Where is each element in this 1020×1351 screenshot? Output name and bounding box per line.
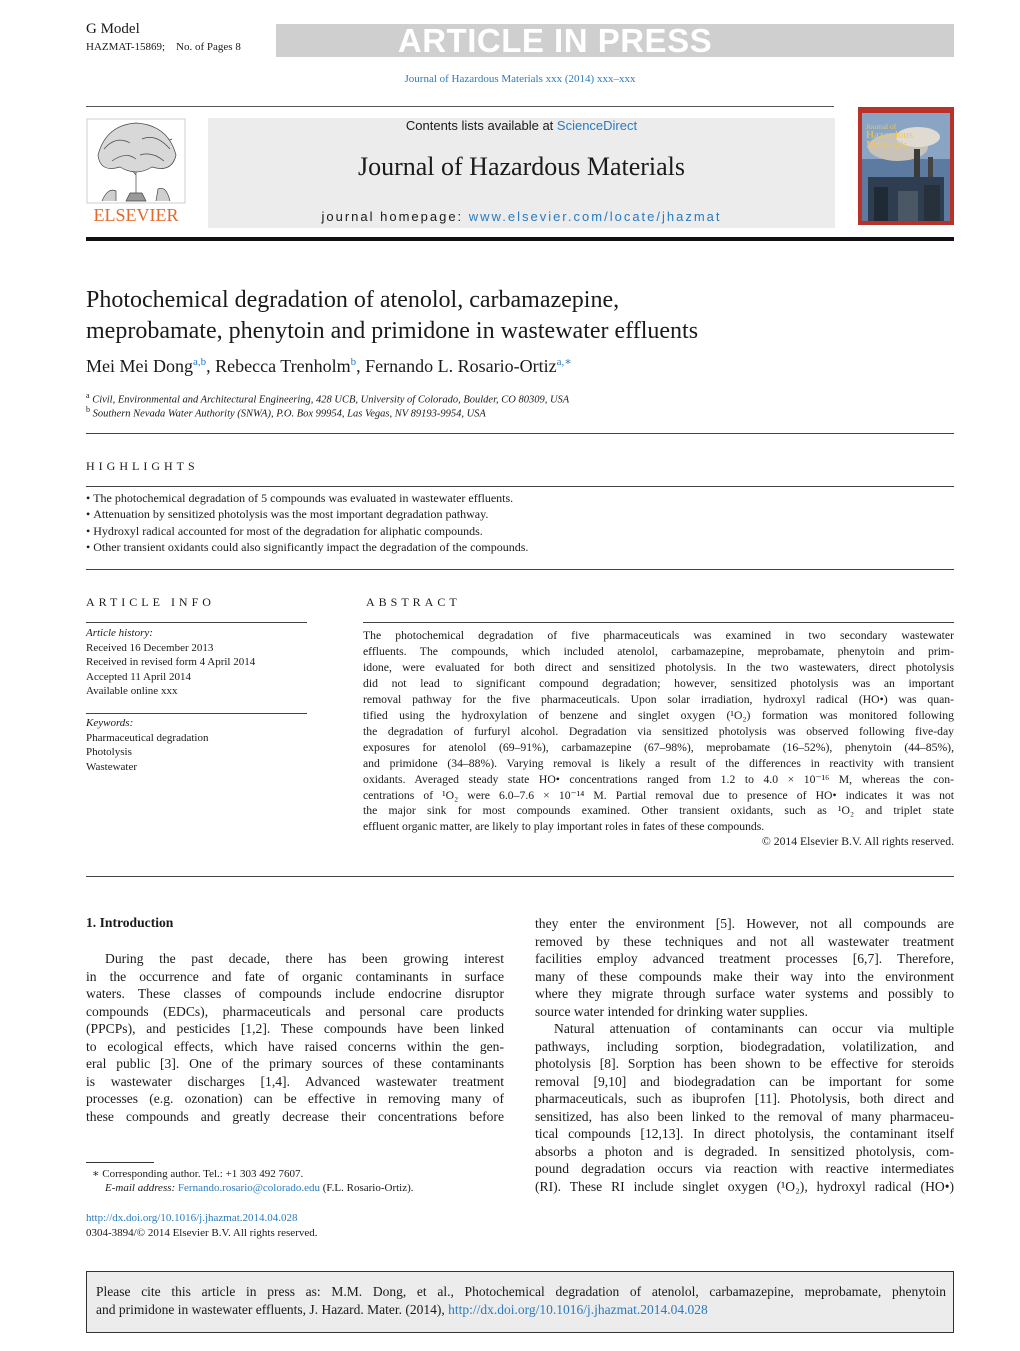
body-line: During the past decade, there has been growing interest: [105, 951, 504, 966]
body-line: where they migrate through surface water systems and possibly to: [535, 986, 954, 1001]
abstract-line: tified using the hydroxylation of benzene and singlet oxygen (¹O₂) formation was monitored following: [363, 708, 954, 722]
history-item: Received 16 December 2013: [86, 641, 214, 654]
cover-title-text: Journal of Hazardous Materials: [866, 122, 914, 151]
journal-reference[interactable]: Journal of Hazardous Materials xxx (2014) xxx–xxx: [404, 73, 636, 85]
elsevier-tree-icon: [86, 115, 186, 225]
keywords-label: Keywords:: [86, 717, 134, 729]
list-item: • Hydroxyl radical accounted for most of the degradation for aliphatic compounds.: [86, 523, 483, 538]
divider: [86, 713, 307, 714]
abstract-line: exposures for atenolol (69–91%), carbamazepine (67–98%), meprobamate (16–52%), phenytoin (44–85%),: [363, 740, 954, 754]
body-line: absorbs a photon and is degraded. In sensitized photolysis, com-: [535, 1143, 954, 1159]
body-line: source water intended for drinking water supplies.: [535, 1003, 808, 1019]
divider: [363, 622, 954, 623]
journal-homepage-line: [208, 209, 835, 224]
email-link[interactable]: Fernando.rosario@colorado.edu: [177, 1182, 321, 1194]
body-line: compounds (EDCs), pharmaceuticals and personal care products: [86, 1003, 504, 1019]
section-heading: 1. Introduction: [86, 915, 174, 930]
body-line: waters. These classes of compounds include endocrine disruptor: [86, 986, 504, 1001]
divider: [86, 622, 307, 623]
body-line: in the occurrence and fate of organic contaminants in surface: [86, 968, 504, 984]
doi-link[interactable]: http://dx.doi.org/10.1016/j.jhazmat.2014.04.028: [86, 1212, 298, 1224]
body-line: pound degradation occurs via reaction with reactive intermediates: [535, 1161, 954, 1176]
affiliation-text: Civil, Environmental and Architectural Engineering, 428 UCB, University of Colorado, Boulder, CO 80309, USA: [92, 394, 570, 406]
elsevier-logo: [86, 115, 186, 225]
email-label: E-mail address:: [105, 1182, 178, 1194]
body-line: Natural attenuation of contaminants can occur via multiple: [554, 1021, 954, 1036]
author-name: Fernando L. Rosario-Ortiz: [365, 356, 557, 376]
body-line: they enter the environment [5]. However, not all compounds are: [535, 916, 954, 931]
keywords: [86, 716, 307, 774]
abstract-line: oxidants. Averaged steady state HO• concentrations ranged from 1.2 to 4.0 × 10⁻¹⁶ M, whereas the con-: [363, 772, 954, 786]
title-line-1: Photochemical degradation of atenolol, carbamazepine,: [86, 287, 620, 313]
body-line: processes (e.g. ozonation) can be effective in removing many of: [86, 1091, 504, 1106]
body-line: these compounds and greatly decrease their concentrations before: [86, 1108, 504, 1124]
abstract-text: [363, 628, 954, 835]
body-line: removed by these techniques and not all wastewater treatment: [535, 933, 954, 949]
history-label: Article history:: [86, 627, 153, 639]
abstract-line: did not lead to significant compound degradation; however, sensitized photolysis was an important: [363, 676, 954, 690]
issn-line: 0304-3894/© 2014 Elsevier B.V. All rights reserved.: [86, 1227, 318, 1239]
body-line: sensitized, has also been linked to the removal of many pharmaceu-: [535, 1108, 954, 1124]
body-column-left: [86, 950, 504, 1125]
contents-available-line: [208, 118, 835, 133]
body-line: facilities employ advanced treatment processes [6,7]. Therefore,: [535, 951, 954, 966]
highlights-list: [86, 490, 954, 555]
masthead-thick-rule: [86, 237, 954, 241]
article-info-heading: ARTICLE INFO: [86, 595, 215, 609]
journal-title: Journal of Hazardous Materials: [357, 152, 686, 181]
page-count: No. of Pages 8: [176, 41, 241, 53]
g-model-label: G Model: [86, 21, 140, 37]
author-list: Mei Mei Dong$^{a,b}$, Rebecca Trenholm$^b$, Fernando L. Rosario-Ortiz$^{a,∗}$: [86, 356, 572, 376]
abstract-line: removal pathway for the five pharmaceuticals. Upon solar irradiation, hydroxyl radical (HO•) was quan-: [363, 692, 954, 706]
body-line: pharmaceuticals, such as ibuprofen [11]. Photolysis, both direct and: [535, 1091, 954, 1106]
body-line: eral public [3]. One of the primary sources of these contaminants: [86, 1056, 504, 1071]
citation-line-2: [96, 1301, 946, 1319]
title-line-2: meprobamate, phenytoin and primidone in wastewater effluents: [86, 318, 699, 344]
email-suffix: (F.L. Rosario-Ortiz).: [320, 1182, 414, 1194]
affiliation-b: [86, 405, 486, 420]
body-line: to ecological effects, which have raised concerns within the gen-: [86, 1038, 504, 1054]
sciencedirect-link[interactable]: ScienceDirect: [556, 118, 638, 133]
author-name: Rebecca Trenholm: [215, 356, 351, 376]
body-line: removal [9,10] and biodegradation can be important for some: [535, 1073, 954, 1089]
history-item: Available online xxx: [86, 685, 178, 697]
article-code-line: [86, 41, 241, 53]
masthead-rule: [86, 106, 834, 107]
article-title: [86, 285, 946, 347]
journal-cover-thumbnail: [858, 107, 954, 225]
body-line: is wastewater discharges [1,4]. Advanced wastewater treatment: [86, 1073, 504, 1089]
citation-doi-link[interactable]: http://dx.doi.org/10.1016/j.jhazmat.2014.04.028: [448, 1302, 708, 1317]
affiliation-text: Southern Nevada Water Authority (SNWA), P.O. Box 99954, Las Vegas, NV 89193-9954, USA: [92, 408, 486, 420]
body-line: tical compounds [12,13]. In direct photolysis, the contaminant itself: [535, 1126, 954, 1141]
contents-prefix: Contents lists available at: [405, 118, 557, 133]
article-code: HAZMAT-15869;: [86, 41, 166, 53]
affiliation-mark: b: [86, 405, 90, 414]
body-line: photolysis [8]. Sorption has been shown to be effective for steroids: [535, 1056, 954, 1071]
affiliation-mark: a: [86, 391, 90, 400]
abstract-line: effluent organic matter, are likely to play important roles in fates of these compounds.: [363, 820, 765, 834]
highlights-heading: HIGHLIGHTS: [86, 459, 199, 473]
homepage-prefix: journal homepage:: [321, 209, 469, 224]
elsevier-wordmark: ELSEVIER: [93, 205, 179, 225]
citation-text-part: and primidone in wastewater effluents, J. Hazard. Mater. (2014),: [96, 1302, 449, 1317]
banner-text: ARTICLE IN PRESS: [397, 22, 713, 59]
article-history: [86, 626, 307, 699]
abstract-line: the degradation of furfuryl alcohol. Degradation via sensitized photolysis was observed following five-day: [363, 724, 954, 738]
divider: [86, 433, 954, 434]
list-item: • The photochemical degradation of 5 compounds was evaluated in wastewater effluents.: [86, 491, 514, 505]
history-item: Received in revised form 4 April 2014: [86, 656, 256, 668]
body-line: many of these compounds make their way into the environment: [535, 968, 954, 984]
author-name: Mei Mei Dong: [86, 356, 193, 376]
divider: [86, 569, 954, 570]
affiliation-a: [86, 391, 569, 406]
abstract-line: The photochemical degradation of five pharmaceuticals was examined in two secondary wastewater: [363, 629, 954, 642]
abstract-line: effluents. The compounds, which included atenolol, carbamazepine, meprobamate, phenytoin and prim-: [363, 644, 954, 658]
footnote-rule: [86, 1162, 154, 1163]
homepage-link[interactable]: www.elsevier.com/locate/jhazmat: [468, 209, 722, 224]
email-note: [105, 1182, 414, 1194]
article-in-press-banner: [276, 24, 954, 57]
abstract-line: idone, were evaluated for both direct and sensitized photolysis. In the two wastewaters, direct photolysis: [363, 660, 954, 674]
history-item: Accepted 11 April 2014: [86, 670, 191, 683]
keyword: Pharmaceutical degradation: [86, 731, 209, 744]
divider: [86, 876, 954, 877]
author-affiliation-mark[interactable]: a,b: [193, 356, 207, 368]
author-affiliation-mark[interactable]: b: [350, 356, 357, 368]
abstract-line: and primidone (34–88%). Varying removal is likely a result of the differences in reactivity with transient: [363, 756, 954, 770]
citation-line-1: Please cite this article in press as: M.M. Dong, et al., Photochemical degradation of atenolol, carbamazepine, meprobamate, phenytoin: [96, 1284, 946, 1299]
list-item: • Attenuation by sensitized photolysis was the most important degradation pathway.: [86, 507, 489, 522]
divider: [86, 486, 954, 487]
keyword: Photolysis: [86, 746, 132, 758]
body-line: pathways, including sorption, biodegradation, volatilization, and: [535, 1038, 954, 1054]
abstract-copyright: © 2014 Elsevier B.V. All rights reserved.: [761, 835, 954, 848]
abstract-line: centrations of ¹O₂ were 6.0–7.6 × 10⁻¹⁴ M. Partial removal due to presence of HO• indicates it was not: [363, 788, 954, 802]
abstract-line: the major sink for most compounds examined. Other transient oxidants, such as ¹O₂ and triplet state: [363, 804, 954, 818]
citation-text: [96, 1283, 946, 1319]
body-line: (RI). These RI include singlet oxygen (¹O₂), hydroxyl radical (HO•): [535, 1178, 954, 1194]
abstract-heading: ABSTRACT: [366, 595, 461, 609]
journal-cover-image: [858, 107, 954, 225]
keyword: Wastewater: [86, 760, 138, 773]
corresponding-author-note: ∗ Corresponding author. Tel.: +1 303 492 7607.: [92, 1168, 304, 1180]
body-line: (PPCPs), and pesticides [1,2]. These compounds have been linked: [86, 1021, 504, 1036]
author-affiliation-mark[interactable]: a,∗: [556, 356, 572, 368]
body-column-right: [535, 915, 954, 1195]
list-item: • Other transient oxidants could also significantly impact the degradation of the compounds.: [86, 539, 529, 554]
